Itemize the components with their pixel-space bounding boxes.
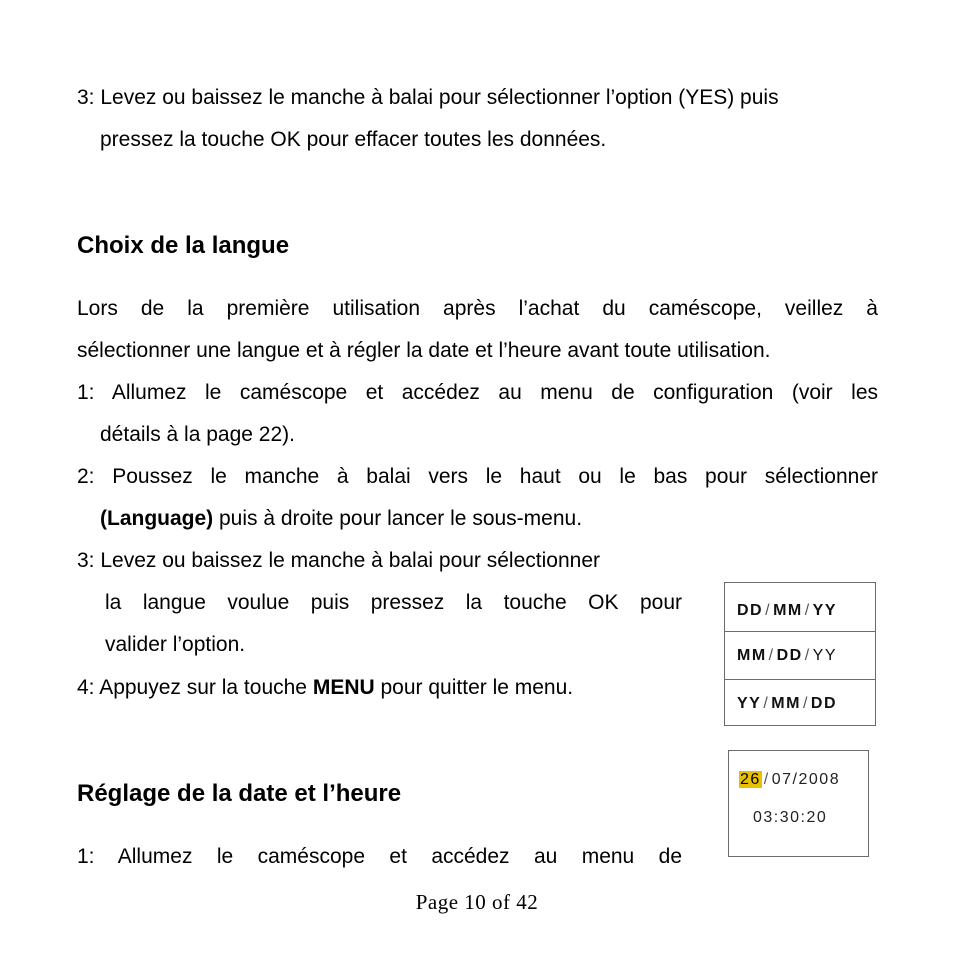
- format-separator: /: [763, 695, 770, 712]
- step3-line-1: 3: Levez ou baissez le manche à balai pour sélectionner: [77, 549, 600, 572]
- step4-line: [77, 676, 573, 700]
- language-para-line-1: Lors de la première utilisation après l’achat du caméscope, veillez à: [77, 297, 878, 320]
- step4-pre: 4: Appuyez sur la touche: [77, 676, 313, 699]
- month-year-fields: 07/2008: [771, 771, 841, 788]
- date-step1-line-1: 1: Allumez le caméscope et accédez au menu de: [77, 845, 682, 868]
- datetime-setting-display: [728, 750, 869, 857]
- format-separator: /: [804, 647, 811, 664]
- format-separator: /: [768, 647, 775, 664]
- date-separator: /: [763, 771, 770, 788]
- step4-post: pour quitter le menu.: [374, 676, 574, 699]
- format-separator: /: [804, 602, 811, 619]
- step1-line-1: 1: Allumez le caméscope et accédez au menu de configuration (voir les: [77, 381, 878, 404]
- format-part: YY: [812, 602, 838, 619]
- day-field-highlighted: 26: [740, 771, 761, 788]
- step3-line-2: la langue voulue puis pressez la touche OK pour: [105, 591, 682, 614]
- format-part: MM: [771, 695, 801, 712]
- format-option-dd-mm-yy: [725, 587, 875, 635]
- format-option-mm-dd-yy: [725, 631, 875, 679]
- page-footer: Page 10 of 42: [415, 890, 539, 914]
- step2-line-2: [100, 507, 582, 531]
- step2-line-1: 2: Poussez le manche à balai vers le haut ou le bas pour sélectionner: [77, 465, 878, 488]
- intro-line-1: 3: Levez ou baissez le manche à balai pour sélectionner l’option (YES) puis: [77, 86, 779, 109]
- format-option-yy-mm-dd: [725, 679, 875, 727]
- time-readout: 03:30:20: [753, 809, 828, 826]
- format-separator: /: [802, 695, 809, 712]
- section-heading-date-time: Réglage de la date et l’heure: [77, 780, 402, 807]
- step1-line-2: détails à la page 22).: [100, 423, 295, 446]
- date-format-menu: [724, 582, 876, 726]
- language-option-label: (Language): [100, 507, 214, 530]
- format-part: YY: [737, 695, 762, 712]
- date-readout: [739, 771, 840, 789]
- format-part: DD: [810, 695, 838, 712]
- format-part: YY: [812, 647, 838, 664]
- menu-key-label: MENU: [312, 676, 375, 699]
- intro-line-2: pressez la touche OK pour effacer toutes les données.: [100, 128, 607, 151]
- format-part: MM: [773, 602, 803, 619]
- format-part: DD: [737, 602, 764, 619]
- section-heading-language: Choix de la langue: [77, 232, 290, 259]
- step3-line-3: valider l’option.: [105, 633, 246, 656]
- format-separator: /: [765, 602, 772, 619]
- language-para-line-2: sélectionner une langue et à régler la date et l’heure avant toute utilisation.: [77, 339, 771, 362]
- step2-rest: puis à droite pour lancer le sous-menu.: [213, 507, 583, 530]
- format-part: DD: [776, 647, 803, 664]
- format-part: MM: [737, 647, 767, 664]
